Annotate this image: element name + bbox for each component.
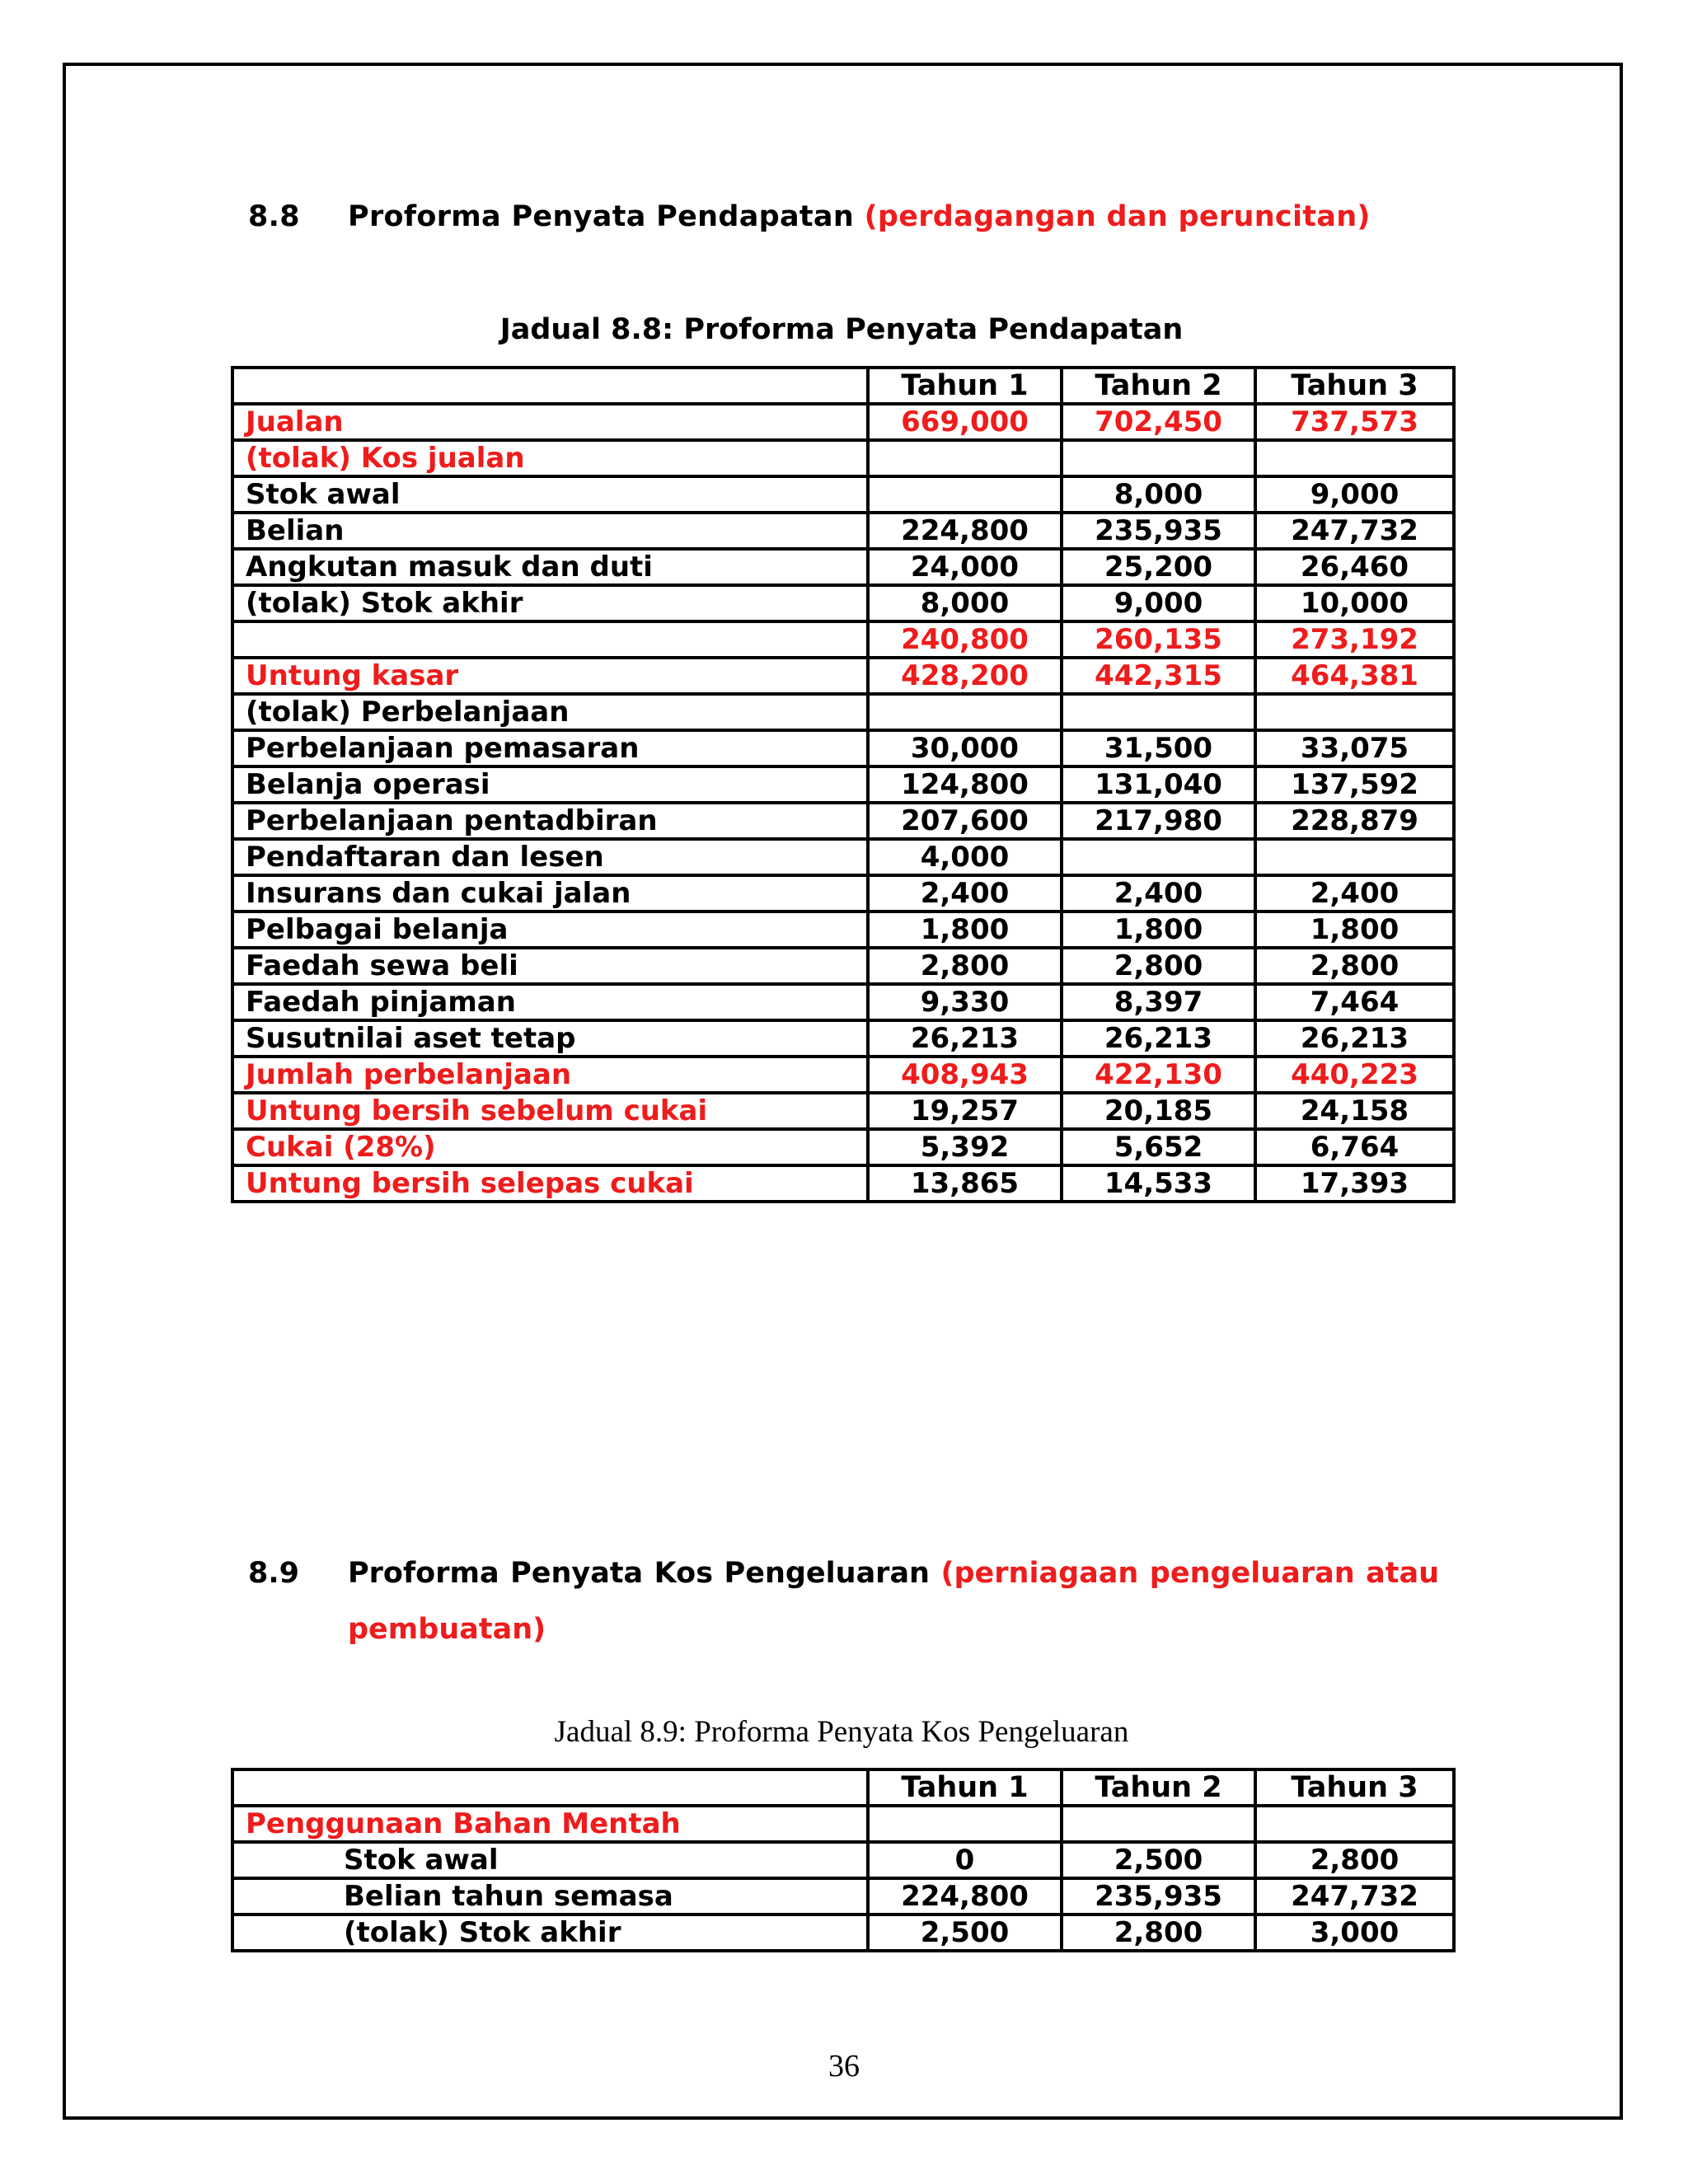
section-title: Proforma Penyata Pendapatan <box>348 200 855 233</box>
cell-value: 6,764 <box>1255 1129 1454 1165</box>
section-number: 8.8 <box>248 200 300 233</box>
section-title-red: (perniagaan pengeluaran atau <box>940 1557 1440 1590</box>
table-row <box>232 694 1454 730</box>
cell-value: 702,450 <box>1062 404 1255 440</box>
cell-value: 2,400 <box>1062 875 1255 912</box>
row-label <box>232 621 868 658</box>
cell-value: 428,200 <box>868 658 1062 694</box>
cell-value: 235,935 <box>1062 1878 1255 1915</box>
cell-value <box>1062 694 1255 730</box>
cell-value: 24,000 <box>868 549 1062 585</box>
column-header: Tahun 3 <box>1255 368 1454 404</box>
cell-value: 131,040 <box>1062 766 1255 803</box>
row-label: Untung kasar <box>232 658 868 694</box>
row-label: Pendaftaran dan lesen <box>232 839 868 875</box>
section-heading-8-8 <box>248 200 1371 233</box>
cell-value <box>1255 839 1454 875</box>
cell-value: 5,652 <box>1062 1129 1255 1165</box>
table-row <box>232 984 1454 1020</box>
cell-value: 2,800 <box>1255 948 1454 984</box>
table-row <box>232 1129 1454 1165</box>
row-label: Belanja operasi <box>232 766 868 803</box>
table-row <box>232 476 1454 513</box>
column-header: Tahun 1 <box>868 1769 1062 1806</box>
cell-value: 669,000 <box>868 404 1062 440</box>
income-statement-table <box>231 366 1456 1203</box>
cell-value: 207,600 <box>868 803 1062 839</box>
row-label: Untung bersih sebelum cukai <box>232 1093 868 1129</box>
section-heading-8-9 <box>248 1545 1439 1657</box>
section-title: Proforma Penyata Kos Pengeluaran <box>348 1557 930 1590</box>
table-row <box>232 585 1454 621</box>
table-caption-8-9: Jadual 8.9: Proforma Penyata Kos Pengeluaran <box>554 1715 1129 1749</box>
cell-value: 247,732 <box>1255 1878 1454 1915</box>
row-label: Stok awal <box>232 476 868 513</box>
cell-value <box>1255 694 1454 730</box>
cell-value: 20,185 <box>1062 1093 1255 1129</box>
table-row <box>232 803 1454 839</box>
row-label: Jualan <box>232 404 868 440</box>
cell-value: 3,000 <box>1255 1915 1454 1951</box>
table-row <box>232 621 1454 658</box>
row-label: (tolak) Perbelanjaan <box>232 694 868 730</box>
row-label: (tolak) Stok akhir <box>232 585 868 621</box>
column-header: Tahun 2 <box>1062 1769 1255 1806</box>
cell-value <box>1255 1806 1454 1842</box>
production-cost-table <box>231 1768 1456 1952</box>
cell-value: 224,800 <box>868 1878 1062 1915</box>
table-row <box>232 730 1454 766</box>
row-label: Perbelanjaan pemasaran <box>232 730 868 766</box>
row-label: Penggunaan Bahan Mentah <box>232 1806 868 1842</box>
cell-value <box>868 694 1062 730</box>
cell-value: 228,879 <box>1255 803 1454 839</box>
table-row <box>232 549 1454 585</box>
row-label: Insurans dan cukai jalan <box>232 875 868 912</box>
row-label: Jumlah perbelanjaan <box>232 1057 868 1093</box>
table-row <box>232 1093 1454 1129</box>
cell-value <box>1062 1806 1255 1842</box>
cell-value: 422,130 <box>1062 1057 1255 1093</box>
cell-value: 2,800 <box>1255 1842 1454 1878</box>
cell-value: 1,800 <box>1255 912 1454 948</box>
cell-value: 240,800 <box>868 621 1062 658</box>
cell-value: 273,192 <box>1255 621 1454 658</box>
table-header-row <box>232 368 1454 404</box>
table-row <box>232 404 1454 440</box>
page-number: 36 <box>828 2049 860 2083</box>
cell-value: 464,381 <box>1255 658 1454 694</box>
cell-value: 737,573 <box>1255 404 1454 440</box>
cell-value: 2,500 <box>868 1915 1062 1951</box>
cell-value: 124,800 <box>868 766 1062 803</box>
cell-value: 13,865 <box>868 1165 1062 1202</box>
cell-value: 1,800 <box>1062 912 1255 948</box>
cell-value <box>868 476 1062 513</box>
cell-value: 30,000 <box>868 730 1062 766</box>
table-row <box>232 1057 1454 1093</box>
table-caption-8-8: Jadual 8.8: Proforma Penyata Pendapatan <box>499 313 1184 346</box>
row-label: Angkutan masuk dan duti <box>232 549 868 585</box>
section-title-line-1 <box>348 1545 1439 1601</box>
cell-value: 0 <box>868 1842 1062 1878</box>
cell-value: 17,393 <box>1255 1165 1454 1202</box>
table-header-row <box>232 1769 1454 1806</box>
cell-value: 137,592 <box>1255 766 1454 803</box>
table-row <box>232 513 1454 549</box>
cell-value: 19,257 <box>868 1093 1062 1129</box>
cell-value <box>868 440 1062 476</box>
cell-value: 2,400 <box>1255 875 1454 912</box>
cell-value: 2,400 <box>868 875 1062 912</box>
table-row <box>232 1020 1454 1057</box>
cell-value: 25,200 <box>1062 549 1255 585</box>
cell-value: 7,464 <box>1255 984 1454 1020</box>
cell-value: 235,935 <box>1062 513 1255 549</box>
table-row <box>232 1806 1454 1842</box>
row-label: Untung bersih selepas cukai <box>232 1165 868 1202</box>
row-label: (tolak) Stok akhir <box>232 1915 868 1951</box>
table-row <box>232 440 1454 476</box>
row-label: Susutnilai aset tetap <box>232 1020 868 1057</box>
cell-value <box>1255 440 1454 476</box>
section-title-red-line-2: pembuatan) <box>348 1613 546 1646</box>
section-title-red: (perdagangan dan peruncitan) <box>864 200 1371 233</box>
cell-value: 24,158 <box>1255 1093 1454 1129</box>
cell-value: 2,800 <box>1062 948 1255 984</box>
cell-value <box>1062 839 1255 875</box>
cell-value: 26,213 <box>868 1020 1062 1057</box>
table-row <box>232 875 1454 912</box>
cell-value <box>868 1806 1062 1842</box>
row-label: Belian tahun semasa <box>232 1878 868 1915</box>
table-row <box>232 1842 1454 1878</box>
cell-value: 408,943 <box>868 1057 1062 1093</box>
cell-value: 14,533 <box>1062 1165 1255 1202</box>
cell-value: 8,000 <box>868 585 1062 621</box>
cell-value: 9,000 <box>1255 476 1454 513</box>
cell-value: 9,000 <box>1062 585 1255 621</box>
cell-value: 442,315 <box>1062 658 1255 694</box>
row-label: Faedah sewa beli <box>232 948 868 984</box>
table-row <box>232 658 1454 694</box>
cell-value: 440,223 <box>1255 1057 1454 1093</box>
table-row <box>232 839 1454 875</box>
table-row <box>232 912 1454 948</box>
table-row <box>232 1165 1454 1202</box>
cell-value <box>1062 440 1255 476</box>
cell-value: 260,135 <box>1062 621 1255 658</box>
cell-value: 2,800 <box>1062 1915 1255 1951</box>
row-label: Belian <box>232 513 868 549</box>
cell-value: 5,392 <box>868 1129 1062 1165</box>
row-label: Perbelanjaan pentadbiran <box>232 803 868 839</box>
cell-value: 2,800 <box>868 948 1062 984</box>
column-header: Tahun 2 <box>1062 368 1255 404</box>
cell-value: 224,800 <box>868 513 1062 549</box>
table-row <box>232 1878 1454 1915</box>
section-number: 8.9 <box>248 1557 300 1590</box>
row-label: Pelbagai belanja <box>232 912 868 948</box>
cell-value: 1,800 <box>868 912 1062 948</box>
cell-value: 33,075 <box>1255 730 1454 766</box>
table-row <box>232 948 1454 984</box>
cell-value: 4,000 <box>868 839 1062 875</box>
row-label: (tolak) Kos jualan <box>232 440 868 476</box>
cell-value: 10,000 <box>1255 585 1454 621</box>
cell-value: 26,213 <box>1062 1020 1255 1057</box>
header-cell-empty <box>232 1769 868 1806</box>
cell-value: 31,500 <box>1062 730 1255 766</box>
cell-value: 8,000 <box>1062 476 1255 513</box>
column-header: Tahun 3 <box>1255 1769 1454 1806</box>
cell-value: 26,213 <box>1255 1020 1454 1057</box>
cell-value: 2,500 <box>1062 1842 1255 1878</box>
table-row <box>232 766 1454 803</box>
cell-value: 9,330 <box>868 984 1062 1020</box>
row-label: Stok awal <box>232 1842 868 1878</box>
cell-value: 217,980 <box>1062 803 1255 839</box>
row-label: Faedah pinjaman <box>232 984 868 1020</box>
column-header: Tahun 1 <box>868 368 1062 404</box>
header-cell-empty <box>232 368 868 404</box>
cell-value: 26,460 <box>1255 549 1454 585</box>
row-label: Cukai (28%) <box>232 1129 868 1165</box>
cell-value: 247,732 <box>1255 513 1454 549</box>
table-row <box>232 1915 1454 1951</box>
cell-value: 8,397 <box>1062 984 1255 1020</box>
